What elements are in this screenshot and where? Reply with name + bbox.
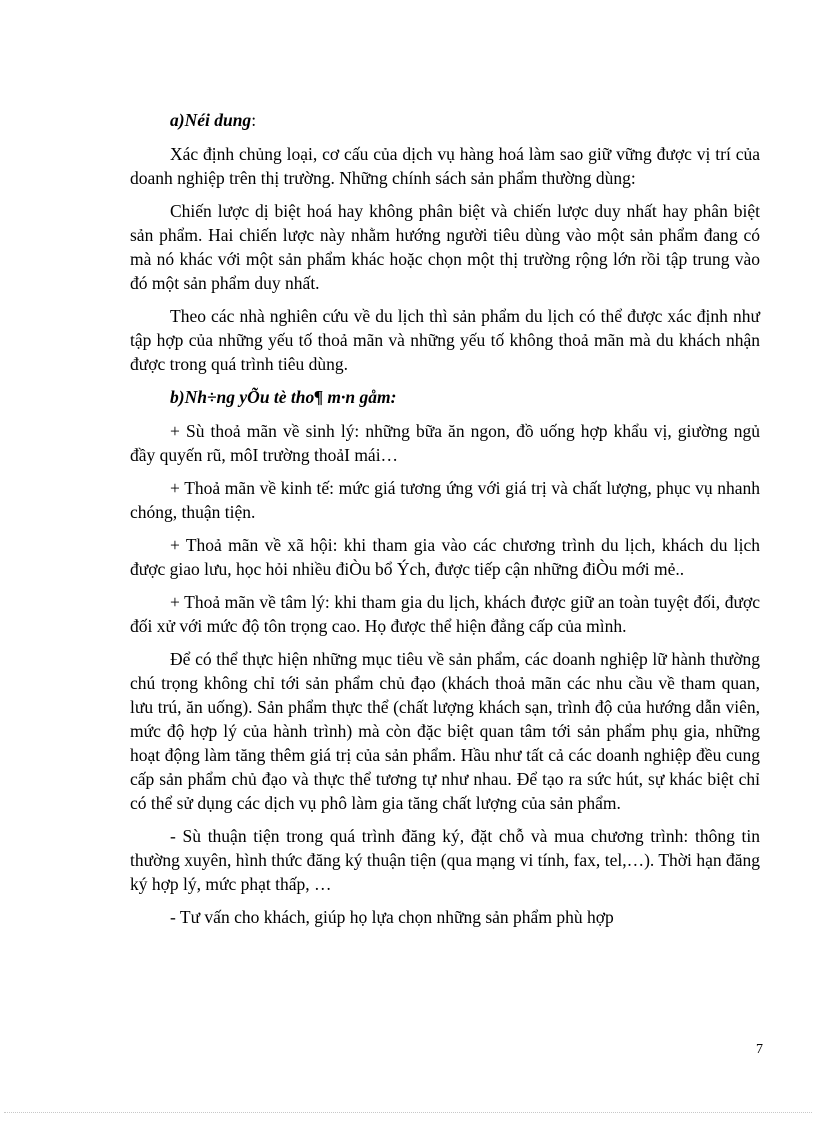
paragraph-product-definition: Xác định chủng loại, cơ cấu của dịch vụ hàng hoá làm sao giữ vững được vị trí của doanh nghiệp trên thị trường. Những chính sách sản phẩm thường dùng: — [130, 144, 760, 188]
document-body — [130, 108, 760, 938]
page-number: 7 — [756, 1042, 763, 1057]
paragraph-tourism-product-research: Theo các nhà nghiên cứu về du lịch thì sản phẩm du lịch có thể được xác định như tập hợp của những yếu tố thoả mãn và những yếu tố không thoả mãn mà du khách nhận được trong quá trình tiêu dùng. — [130, 306, 760, 374]
page-bottom-divider — [4, 1112, 812, 1113]
section-heading-b: b)Nh÷ng yÕu tè tho¶ m·n gåm: — [170, 387, 397, 407]
section-heading-a-label: a)Néi dung — [170, 110, 252, 130]
paragraph-product-goals: Để có thể thực hiện những mục tiêu về sản phẩm, các doanh nghiệp lữ hành thường chú trọng không chỉ tới sản phẩm chủ đạo (khách thoả mãn các nhu cầu về tham quan, lưu trú, ăn uống). Sản phẩm thực thể (chất lượng khách sạn, trình độ của hướng dẫn viên, mức độ hợp lý của hành trình) mà còn đặc biệt quan tâm tới sản phẩm phụ gia, những hoạt động làm tăng thêm giá trị của sản phẩm. Hầu như tất cả các doanh nghiệp đều cung cấp sản phẩm chủ đạo và thực thể tương tự như nhau. Để tạo ra sức hút, sự khác biệt chỉ có thể sử dụng các dịch vụ phô làm gia tăng chất lượng của sản phẩm. — [130, 649, 760, 813]
paragraph-economic-satisfaction: + Thoả mãn về kinh tế: mức giá tương ứng với giá trị và chất lượng, phục vụ nhanh chóng, thuận tiện. — [130, 478, 760, 522]
paragraph-customer-consulting: - Tư vấn cho khách, giúp họ lựa chọn những sản phẩm phù hợp — [170, 907, 614, 927]
paragraph-booking-convenience: - Sù thuận tiện trong quá trình đăng ký, đặt chỗ và mua chương trình: thông tin thường xuyên, hình thức đăng ký thuận tiện (qua mạng vi tính, fax, tel,…). Thời hạn đăng ký hợp lý, mức phạt thấp, … — [130, 826, 760, 894]
paragraph-social-satisfaction: + Thoả mãn về xã hội: khi tham gia vào các chương trình du lịch, khách du lịch được giao lưu, học hỏi nhiều điÒu bổ Ých, được tiếp cận những điÒu mới mẻ.. — [130, 535, 760, 579]
section-heading-a-colon: : — [251, 110, 257, 130]
section-heading-a — [130, 108, 760, 132]
paragraph-differentiation-strategy: Chiến lược dị biệt hoá hay không phân biệt và chiến lược duy nhất hay phân biệt sản phẩm. Hai chiến lược này nhằm hướng người tiêu dùng vào một sản phẩm đang có mà nó khác với một sản phẩm khác hoặc chọn một thị trường rộng lớn rồi tập trung vào đó một sản phẩm duy nhất. — [130, 201, 760, 293]
paragraph-psychological-satisfaction: + Thoả mãn về tâm lý: khi tham gia du lịch, khách được giữ an toàn tuyệt đối, được đối xử với mức độ tôn trọng cao. Họ được thể hiện đẳng cấp của mình. — [130, 592, 760, 636]
paragraph-physiological-satisfaction: + Sù thoả mãn về sinh lý: những bữa ăn ngon, đồ uống hợp khẩu vị, giường ngủ đầy quyến rũ, môI trường thoảI mái… — [130, 421, 760, 465]
